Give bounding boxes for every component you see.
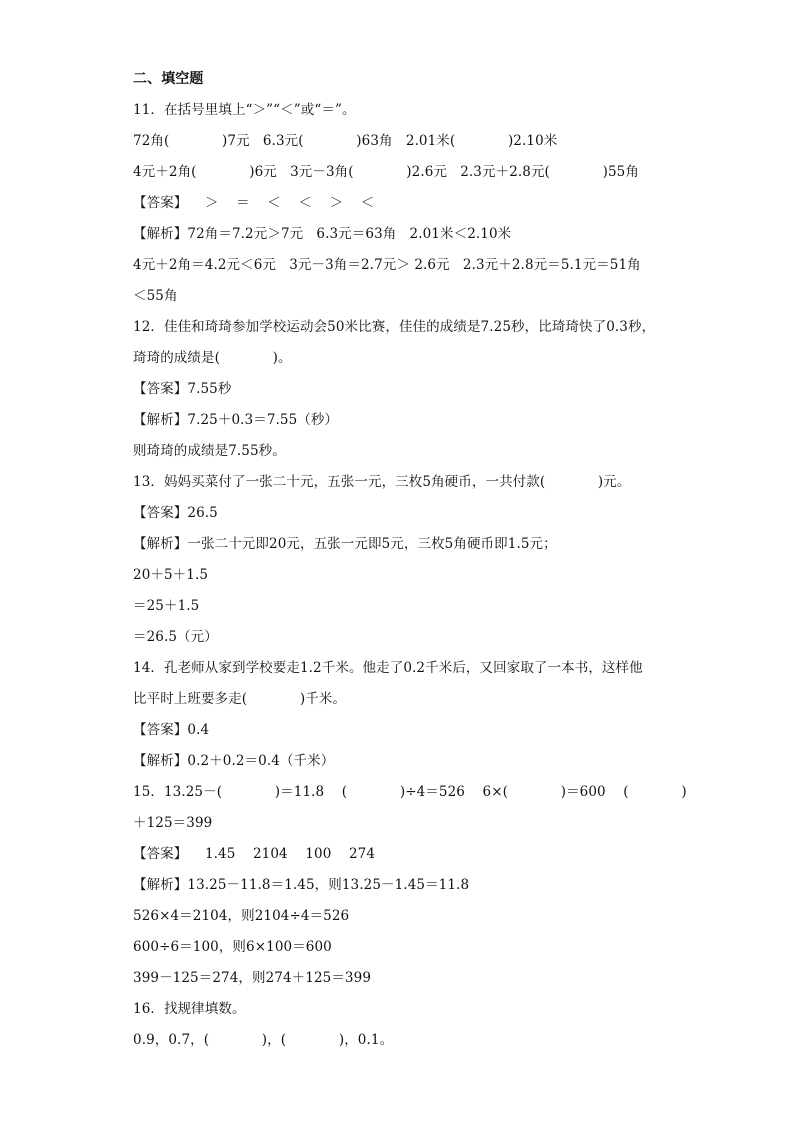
q11-row-2: 4元＋2角( )6元 3元－3角( )2.6元 2.3元＋2.8元( )55角	[133, 164, 639, 180]
q16-sequence: 0.9，0.7，( )，( )，0.1。	[133, 1032, 394, 1048]
q12-analysis-2: 则琦琦的成绩是7.55秒。	[133, 443, 286, 459]
q11-row-1: 72角( )7元 6.3元( )63角 2.01米( )2.10米	[133, 133, 558, 149]
q13-analysis-1: 【解析】一张二十元即20元，五张一元即5元，三枚5角硬币即1.5元；	[133, 536, 557, 552]
q15-analysis-1: 【解析】13.25－11.8＝1.45，则13.25－1.45＝11.8	[133, 877, 470, 893]
q15-prompt-2: ＋125＝399	[133, 815, 213, 831]
q15-answer: 【答案】 1.45 2104 100 274	[133, 846, 376, 862]
q12-analysis-1: 【解析】7.25＋0.3＝7.55（秒）	[133, 412, 339, 428]
document-page	[133, 64, 687, 1056]
q15-analysis-4: 399－125＝274，则274＋125＝399	[133, 970, 372, 986]
q15-prompt-1: 15．13.25－( )＝11.8 ( )÷4＝526 6×( )＝600 ( )	[133, 784, 687, 800]
q16-prompt: 16．找规律填数。	[133, 1001, 246, 1017]
q14-analysis: 【解析】0.2＋0.2＝0.4（千米）	[133, 753, 335, 769]
q13-prompt: 13．妈妈买菜付了一张二十元，五张一元，三枚5角硬币，一共付款( )元。	[133, 474, 631, 490]
q14-prompt-1: 14．孔老师从家到学校要走1.2千米。他走了0.2千米后，又回家取了一本书，这样他	[133, 660, 643, 676]
q11-answer: 【答案】 ＞ ＝ ＜ ＜ ＞ ＜	[133, 195, 375, 211]
q13-analysis-4: ＝26.5（元）	[133, 629, 218, 645]
q11-analysis-3: ＜55角	[133, 288, 178, 304]
q12-prompt-1: 12．佳佳和琦琦参加学校运动会50米比赛，佳佳的成绩是7.25秒，比琦琦快了0.3秒，	[133, 319, 656, 335]
q11-prompt: 11．在括号里填上“＞”“＜”或“＝”。	[133, 102, 356, 118]
q13-analysis-2: 20＋5＋1.5	[133, 567, 209, 583]
q12-answer: 【答案】7.55秒	[133, 381, 232, 397]
q11-analysis-2: 4元＋2角＝4.2元＜6元 3元－3角＝2.7元＞ 2.6元 2.3元＋2.8元＝5.1元＝51角	[133, 257, 641, 273]
q14-answer: 【答案】0.4	[133, 722, 210, 738]
q15-analysis-2: 526×4＝2104，则2104÷4＝526	[133, 908, 350, 924]
q13-answer: 【答案】26.5	[133, 505, 218, 521]
q14-prompt-2: 比平时上班要多走( )千米。	[133, 691, 347, 707]
q15-analysis-3: 600÷6＝100，则6×100＝600	[133, 939, 332, 955]
q12-prompt-2: 琦琦的成绩是( )。	[133, 350, 292, 366]
section-title: 二、填空题	[133, 71, 204, 87]
q13-analysis-3: ＝25＋1.5	[133, 598, 200, 614]
q11-analysis-1: 【解析】72角＝7.2元＞7元 6.3元＝63角 2.01米＜2.10米	[133, 226, 512, 242]
